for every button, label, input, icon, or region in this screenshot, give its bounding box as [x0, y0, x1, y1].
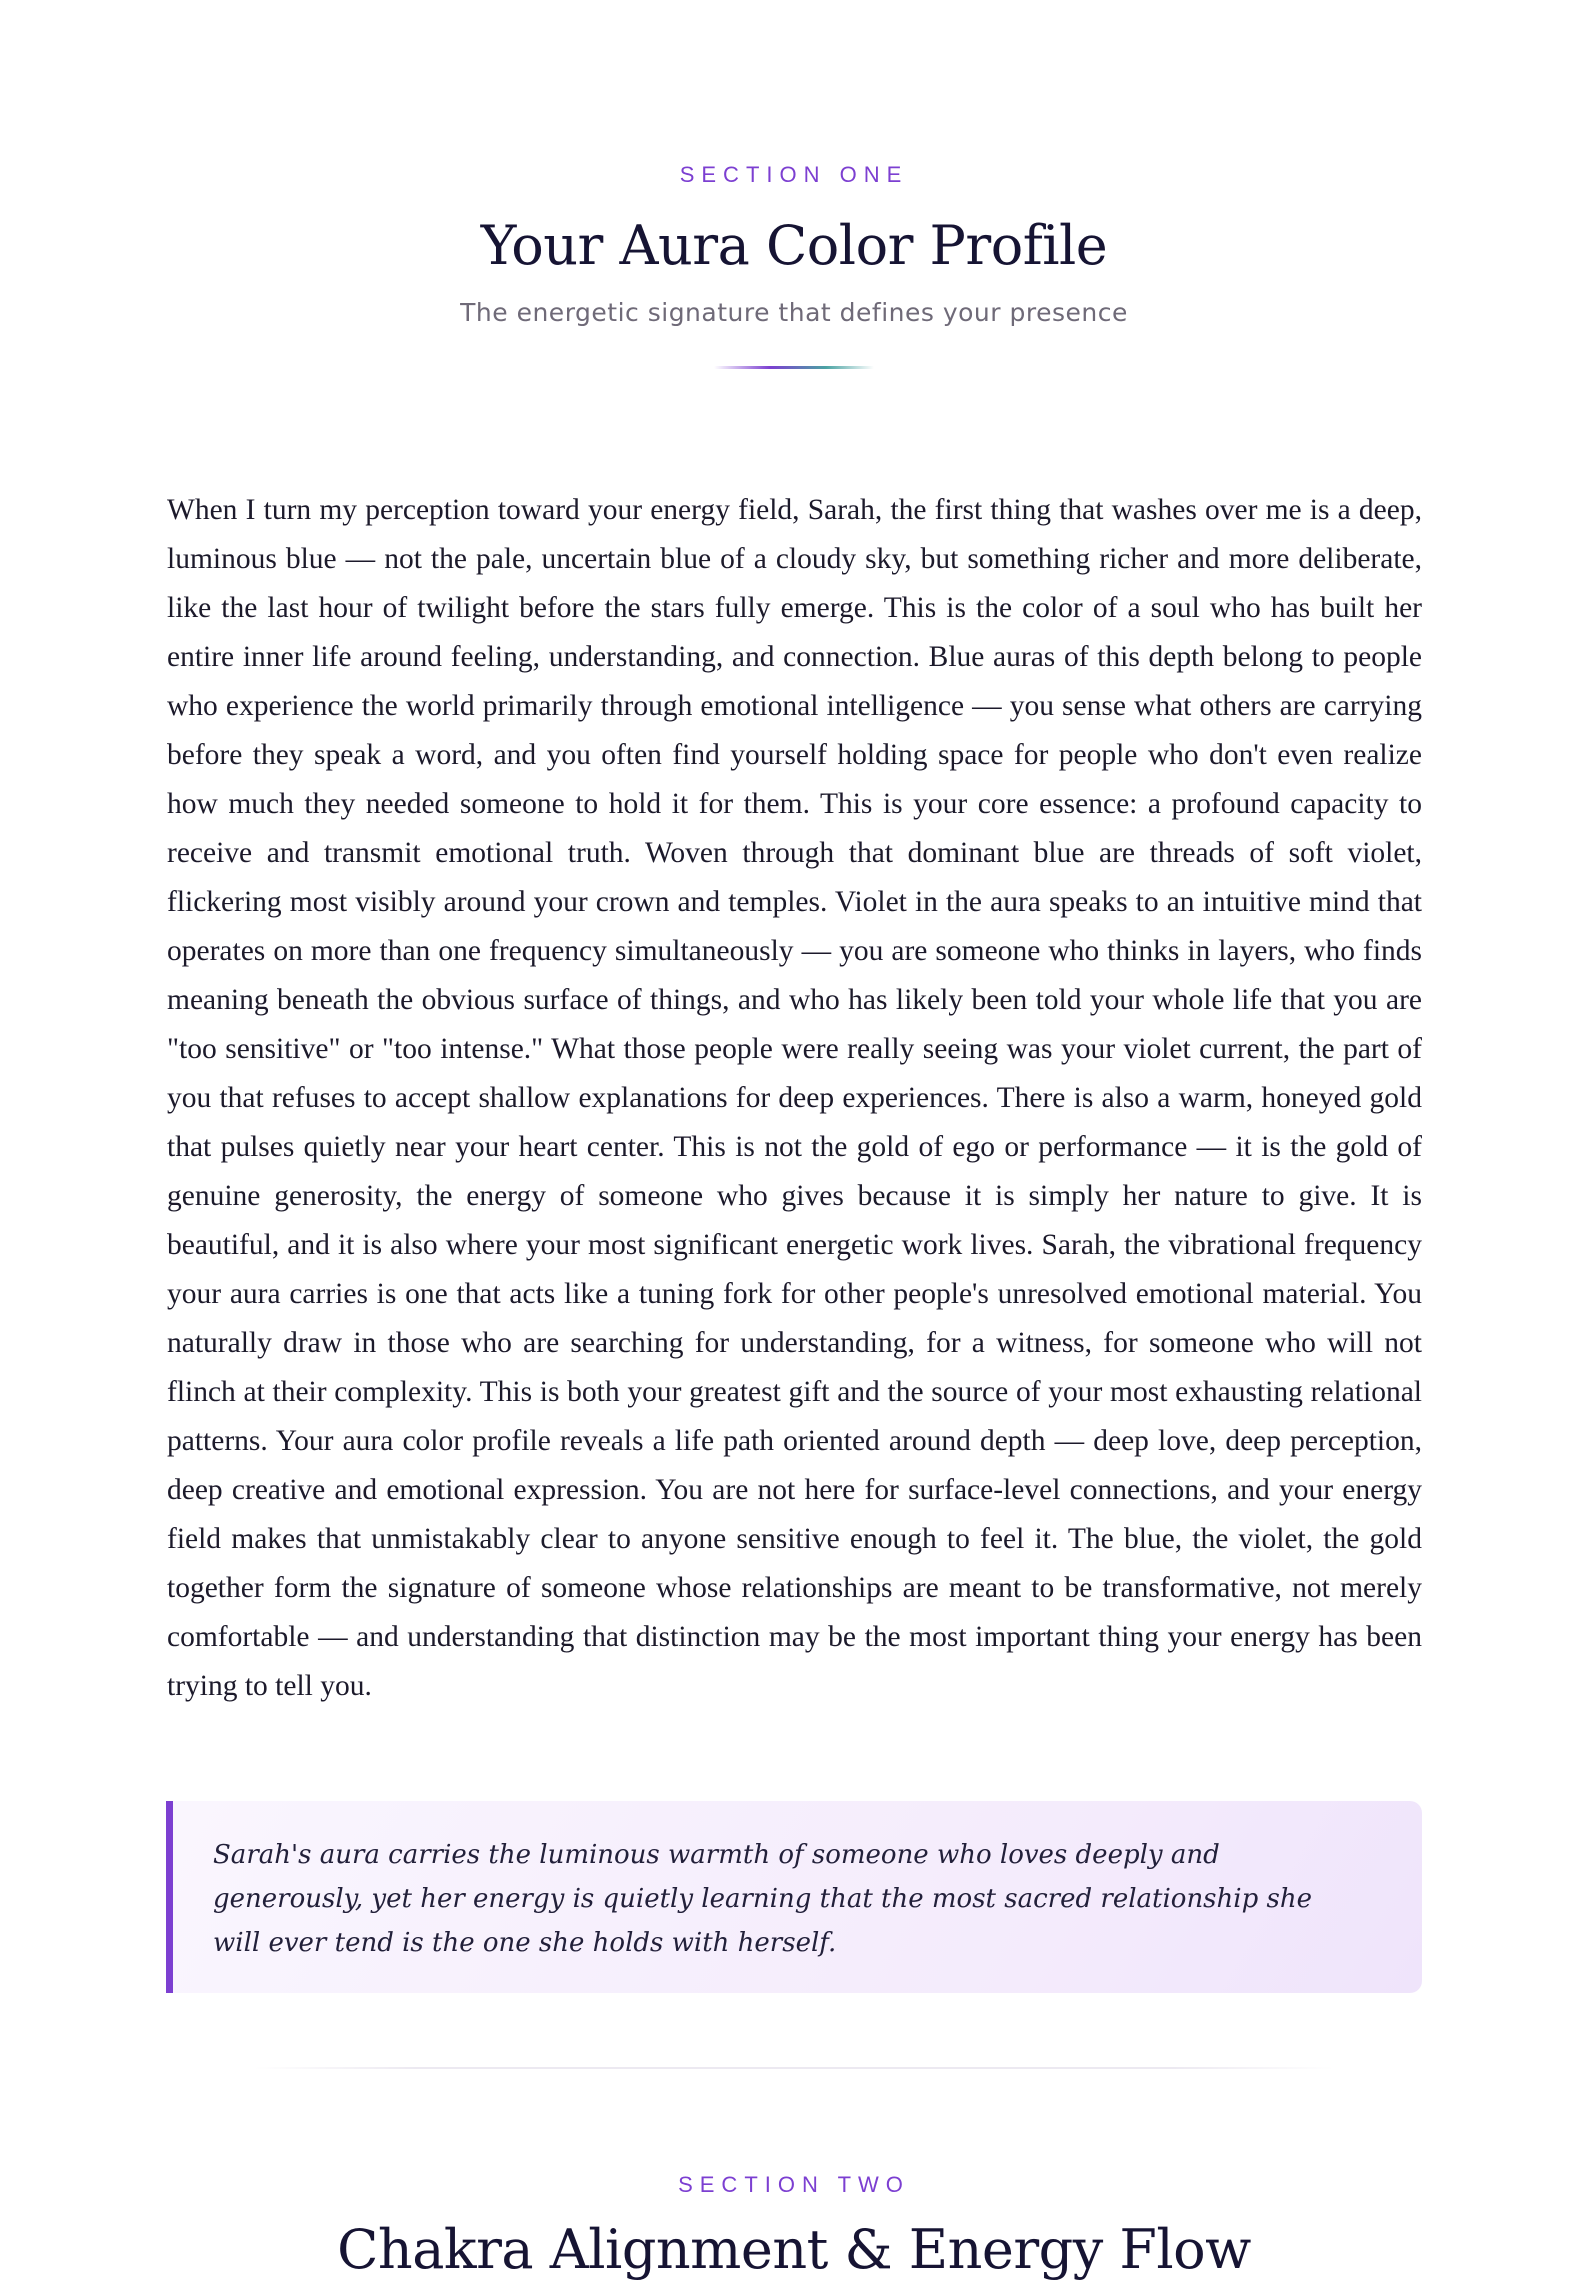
title-divider — [714, 366, 874, 369]
section-title: Your Aura Color Profile — [480, 214, 1108, 277]
section-body-paragraph: When I turn my perception toward your energy field, Sarah, the first thing that washes over me is a deep, luminous blue — not the pale, uncertain blue of a cloudy sky, but something richer and more deliberate, like the last hour of twilight before the stars fully emerge. This is the color of a soul who has built her entire inner life around feeling, understanding, and connection. Blue auras of this depth belong to people who experience the world primarily through emotional intelligence — you sense what others are carrying before they speak a word, and you often find yourself holding space for people who don't even realize how much they needed someone to hold it for them. This is your core essence: a profound capacity to receive and transmit emotional truth. Woven through that dominant blue are threads of soft violet, flickering most visibly around your crown and temples. Violet in the aura speaks to an intuitive mind that operates on more than one frequency simultaneously — you are someone who thinks in layers, who finds meaning beneath the obvious surface of things, and who has likely been told your whole life that you are "too sensitive" or "too intense." What those people were really seeing was your violet current, the part of you that refuses to accept shallow explanations for deep experiences. There is also a warm, honeyed gold that pulses quietly near your heart center. This is not the gold of ego or performance — it is the gold of genuine generosity, the energy of someone who gives because it is simply her nature to give. It is beautiful, and it is also where your most significant energetic work lives. Sarah, the vibrational frequency your aura carries is one that acts like a tuning fork for other people's unresolved emotional material. You naturally draw in those who are searching for understanding, for a witness, for someone who will not flinch at their complexity. This is both your greatest gift and the source of your most exhausting relational patterns. Your aura color profile reveals a life path oriented around depth — deep love, deep perception, deep creative and emotional expression. You are not here for surface-level connections, and your energy field makes that unmistakably clear to anyone sensitive enough to feel it. The blue, the violet, the gold together form the signature of someone whose relationships are meant to be transformative, not merely comfortable — and understanding that distinction may be the most important thing your energy has been trying to tell you. — [167, 494, 1422, 1702]
callout-quote-text: Sarah's aura carries the luminous warmth of someone who loves deeply and generously, yet her energy is quietly learning that the most sacred relationship she will ever tend is the one she holds with herself. — [213, 1840, 1312, 1958]
callout-quote — [166, 1801, 1422, 1993]
section-eyebrow: SECTION TWO — [678, 2172, 910, 2197]
section-title: Chakra Alignment & Energy Flow — [337, 2218, 1251, 2281]
section-eyebrow: SECTION ONE — [679, 162, 909, 187]
section-subtitle: The energetic signature that defines your presence — [460, 298, 1128, 327]
section-divider — [254, 2067, 1334, 2069]
